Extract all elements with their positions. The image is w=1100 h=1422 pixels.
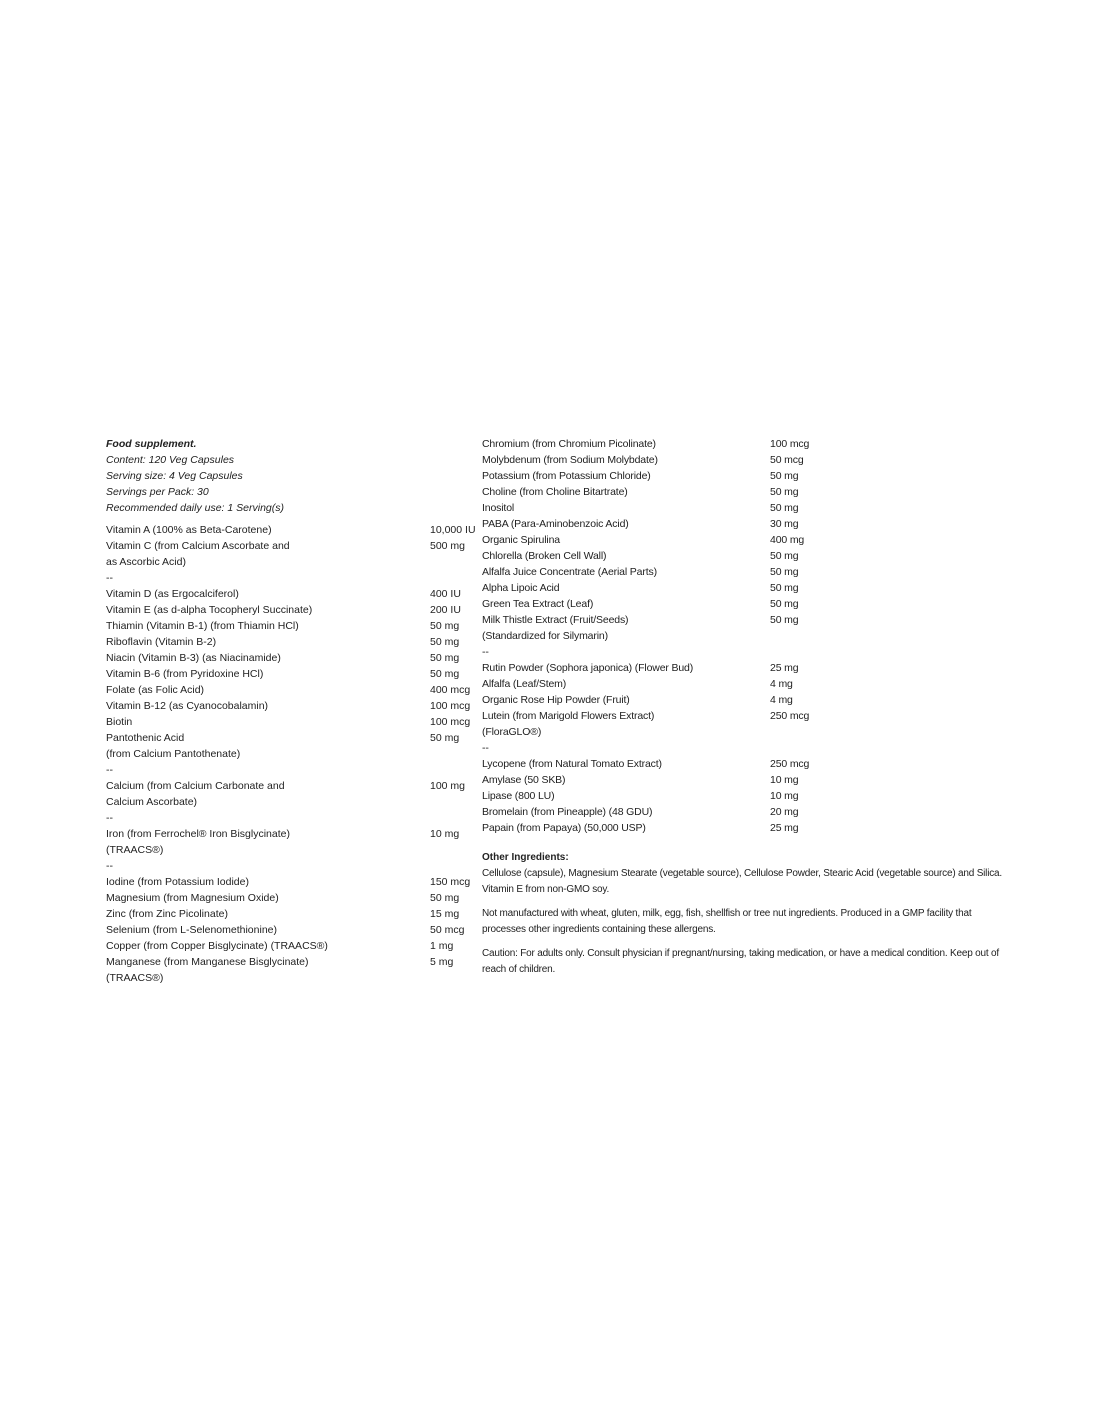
nutrient-amount: 50 mg: [770, 598, 799, 610]
nutrient-name: Iron (from Ferrochel® Iron Bisglycinate): [106, 828, 290, 840]
nutrient-amount: [430, 794, 478, 810]
nutrient-name: Molybdenum (from Sodium Molybdate): [482, 454, 658, 466]
nutrient-row: [482, 820, 1002, 836]
nutrient-name: Potassium (from Potassium Chloride): [482, 470, 651, 482]
nutrient-name: Vitamin B-12 (as Cyanocobalamin): [106, 700, 269, 712]
nutrient-amount: 200 IU: [430, 604, 461, 616]
nutrient-amount: 1 mg: [430, 940, 454, 952]
nutrient-amount: 25 mg: [770, 662, 799, 674]
nutrient-name: (FloraGLO®): [482, 726, 542, 738]
section-spacer: [482, 836, 1002, 850]
nutrient-amount: 50 mg: [430, 892, 460, 904]
nutrient-row: [482, 532, 1002, 548]
nutrient-amount: 30 mg: [770, 518, 799, 530]
nutrient-row: [106, 634, 478, 650]
nutrient-name: Choline (from Choline Bitartrate): [482, 486, 628, 498]
nutrient-row: [106, 922, 478, 938]
nutrient-row: [482, 804, 1002, 820]
nutrient-amount: 50 mg: [430, 652, 460, 664]
nutrient-name: (from Calcium Pantothenate): [106, 748, 241, 760]
nutrient-name: Vitamin B-6 (from Pyridoxine HCl): [106, 668, 264, 680]
nutrient-row: [482, 500, 1002, 516]
nutrient-amount: [770, 644, 830, 660]
nutrient-name: --: [482, 742, 489, 754]
nutrient-name: (TRAACS®): [106, 972, 164, 984]
nutrient-amount: [430, 842, 478, 858]
nutrient-row: [106, 650, 478, 666]
nutrient-amount: 100 mcg: [430, 700, 471, 712]
nutrient-name: Rutin Powder (Sophora japonica) (Flower Bud): [482, 662, 694, 674]
nutrient-amount: [430, 970, 478, 986]
nutrient-row: [482, 692, 1002, 708]
nutrient-amount: 4 mg: [770, 678, 793, 690]
nutrient-name: Lipase (800 LU): [482, 790, 555, 802]
nutrient-amount: 50 mg: [430, 620, 460, 632]
nutrient-amount: 250 mcg: [770, 758, 810, 770]
nutrient-name: Chlorella (Broken Cell Wall): [482, 550, 607, 562]
nutrient-row: [482, 468, 1002, 484]
nutrient-amount: 20 mg: [770, 806, 799, 818]
nutrient-amount: 50 mg: [770, 470, 799, 482]
nutrient-row: [106, 858, 478, 874]
nutrient-row: [106, 522, 478, 538]
nutrient-name: --: [482, 646, 489, 658]
nutrient-name: Calcium (from Calcium Carbonate and: [106, 780, 285, 792]
nutrient-row: [482, 708, 1002, 724]
nutrient-name: (Standardized for Silymarin): [482, 630, 608, 642]
nutrient-name: Niacin (Vitamin B-3) (as Niacinamide): [106, 652, 281, 664]
nutrient-name: Chromium (from Chromium Picolinate): [482, 438, 656, 450]
nutrient-name: Calcium Ascorbate): [106, 796, 198, 808]
nutrient-name: Riboflavin (Vitamin B-2): [106, 636, 217, 648]
nutrient-row: [106, 618, 478, 634]
recommended-use-line: Recommended daily use: 1 Serving(s): [106, 502, 284, 514]
nutrient-amount: 50 mcg: [430, 924, 465, 936]
nutrient-list-left: [106, 522, 478, 986]
nutrient-amount: 5 mg: [430, 956, 454, 968]
nutrient-row: [106, 602, 478, 618]
nutrient-amount: 50 mg: [770, 582, 799, 594]
nutrient-name: Bromelain (from Pineapple) (48 GDU): [482, 806, 653, 818]
nutrient-row: [482, 436, 1002, 452]
allergen-notice: Not manufactured with wheat, gluten, milk, egg, fish, shellfish or tree nut ingredients. Produced in a GMP facility that processes other ingredients containing these allergens.: [482, 908, 972, 935]
nutrient-name: Alfalfa (Leaf/Stem): [482, 678, 567, 690]
product-intro: [106, 436, 478, 516]
nutrient-row: [482, 596, 1002, 612]
nutrient-row: [482, 788, 1002, 804]
nutrient-amount: 15 mg: [430, 908, 460, 920]
nutrient-name: Magnesium (from Magnesium Oxide): [106, 892, 279, 904]
nutrient-name: Selenium (from L-Selenomethionine): [106, 924, 277, 936]
nutrient-name: Biotin: [106, 716, 133, 728]
nutrient-row: [106, 730, 478, 746]
nutrient-amount: 50 mg: [770, 502, 799, 514]
nutrient-amount: 50 mg: [770, 614, 799, 626]
nutrient-amount: 50 mg: [770, 566, 799, 578]
nutrient-row: [106, 538, 478, 554]
nutrient-amount: 100 mcg: [430, 716, 471, 728]
nutrient-amount: 100 mg: [430, 780, 466, 792]
nutrient-amount: 500 mg: [430, 540, 466, 552]
nutrient-name: Thiamin (Vitamin B-1) (from Thiamin HCl): [106, 620, 299, 632]
nutrient-row: [106, 954, 478, 970]
nutrient-amount: [430, 554, 478, 570]
nutrient-amount: 400 mg: [770, 534, 805, 546]
nutrient-name: Vitamin E (as d-alpha Tocopheryl Succinate): [106, 604, 313, 616]
nutrient-amount: [430, 810, 478, 826]
nutrient-amount: [770, 628, 830, 644]
nutrient-row: [106, 586, 478, 602]
nutrient-row: [106, 682, 478, 698]
nutrient-amount: [430, 570, 478, 586]
nutrient-row: [106, 794, 478, 810]
section-spacer: [482, 938, 1002, 946]
nutrient-amount: 50 mg: [430, 732, 460, 744]
nutrient-name: Copper (from Copper Bisglycinate) (TRAACS®): [106, 940, 328, 952]
nutrient-amount: 10 mg: [430, 828, 460, 840]
nutrient-row: [106, 874, 478, 890]
nutrient-row: [106, 746, 478, 762]
nutrient-list-right: [482, 436, 1002, 836]
nutrient-name: Amylase (50 SKB): [482, 774, 566, 786]
nutrient-row: [482, 724, 1002, 740]
nutrient-name: Vitamin C (from Calcium Ascorbate and: [106, 540, 290, 552]
nutrient-amount: 50 mg: [770, 550, 799, 562]
other-ingredients-section: [482, 850, 1002, 898]
nutrient-name: --: [106, 812, 113, 824]
nutrient-amount: 400 mcg: [430, 684, 471, 696]
nutrient-name: (TRAACS®): [106, 844, 164, 856]
serving-size-line: Serving size: 4 Veg Capsules: [106, 470, 243, 482]
nutrient-row: [482, 452, 1002, 468]
other-ingredients-text: Cellulose (capsule), Magnesium Stearate (vegetable source), Cellulose Powder, Stearic Acid (vegetable source) and Silica. Vitamin E from non-GMO soy.: [482, 868, 1002, 895]
nutrient-amount: [430, 858, 478, 874]
section-spacer: [482, 898, 1002, 906]
nutrient-row: [482, 660, 1002, 676]
nutrient-name: --: [106, 764, 113, 776]
nutrient-row: [106, 842, 478, 858]
nutrient-name: Alfalfa Juice Concentrate (Aerial Parts): [482, 566, 657, 578]
nutrient-amount: 10 mg: [770, 774, 799, 786]
nutrient-name: Inositol: [482, 502, 515, 514]
nutrient-name: Pantothenic Acid: [106, 732, 185, 744]
nutrient-name: Vitamin D (as Ergocalciferol): [106, 588, 239, 600]
nutrient-name: Folate (as Folic Acid): [106, 684, 205, 696]
nutrient-row: [482, 484, 1002, 500]
nutrient-row: [106, 938, 478, 954]
nutrient-row: [482, 676, 1002, 692]
nutrient-row: [106, 778, 478, 794]
nutrient-name: Lutein (from Marigold Flowers Extract): [482, 710, 655, 722]
nutrient-name: --: [106, 572, 113, 584]
nutrient-row: [106, 906, 478, 922]
nutrient-row: [106, 570, 478, 586]
nutrient-name: Organic Rose Hip Powder (Fruit): [482, 694, 630, 706]
nutrient-row: [482, 772, 1002, 788]
nutrient-row: [106, 826, 478, 842]
nutrient-row: [106, 698, 478, 714]
nutrient-name: Vitamin A (100% as Beta-Carotene): [106, 524, 272, 536]
nutrient-row: [482, 580, 1002, 596]
nutrient-amount: [770, 740, 830, 756]
nutrient-name: Milk Thistle Extract (Fruit/Seeds): [482, 614, 629, 626]
nutrient-row: [482, 756, 1002, 772]
nutrient-row: [106, 890, 478, 906]
nutrient-row: [482, 564, 1002, 580]
nutrient-row: [106, 810, 478, 826]
nutrient-amount: 250 mcg: [770, 710, 810, 722]
nutrient-amount: 10,000 IU: [430, 524, 476, 536]
product-title: Food supplement.: [106, 438, 197, 450]
nutrient-amount: 10 mg: [770, 790, 799, 802]
nutrient-name: Manganese (from Manganese Bisglycinate): [106, 956, 309, 968]
nutrient-name: Organic Spirulina: [482, 534, 560, 546]
left-column: [106, 436, 478, 986]
nutrient-row: [482, 740, 1002, 756]
nutrient-amount: 400 IU: [430, 588, 461, 600]
nutrient-name: Papain (from Papaya) (50,000 USP): [482, 822, 646, 834]
nutrient-row: [106, 666, 478, 682]
nutrient-row: [482, 644, 1002, 660]
nutrient-name: Alpha Lipoic Acid: [482, 582, 560, 594]
nutrient-row: [106, 970, 478, 986]
nutrient-amount: 50 mg: [770, 486, 799, 498]
servings-per-pack-line: Servings per Pack: 30: [106, 486, 209, 498]
nutrient-name: Green Tea Extract (Leaf): [482, 598, 594, 610]
nutrient-name: --: [106, 860, 113, 872]
nutrient-name: Zinc (from Zinc Picolinate): [106, 908, 228, 920]
nutrient-amount: 4 mg: [770, 694, 793, 706]
nutrient-name: Iodine (from Potassium Iodide): [106, 876, 249, 888]
nutrient-name: as Ascorbic Acid): [106, 556, 186, 568]
nutrient-amount: 100 mcg: [770, 438, 810, 450]
nutrient-row: [482, 612, 1002, 628]
nutrient-amount: [430, 762, 478, 778]
right-column: [482, 436, 1002, 978]
nutrient-amount: 50 mg: [430, 636, 460, 648]
nutrient-name: Lycopene (from Natural Tomato Extract): [482, 758, 662, 770]
nutrient-amount: 150 mcg: [430, 876, 471, 888]
nutrient-row: [106, 762, 478, 778]
nutrient-amount: 50 mg: [430, 668, 460, 680]
nutrient-amount: 50 mcg: [770, 454, 804, 466]
nutrient-name: PABA (Para-Aminobenzoic Acid): [482, 518, 629, 530]
nutrient-row: [482, 628, 1002, 644]
nutrient-row: [106, 554, 478, 570]
content-line: Content: 120 Veg Capsules: [106, 454, 235, 466]
nutrient-amount: 25 mg: [770, 822, 799, 834]
nutrient-amount: [770, 724, 830, 740]
nutrient-row: [482, 516, 1002, 532]
nutrient-row: [482, 548, 1002, 564]
nutrient-row: [106, 714, 478, 730]
other-ingredients-heading: Other Ingredients:: [482, 852, 569, 863]
caution-notice: Caution: For adults only. Consult physician if pregnant/nursing, taking medication, or have a medical condition. Keep out of reach of children.: [482, 948, 999, 975]
nutrient-amount: [430, 746, 478, 762]
